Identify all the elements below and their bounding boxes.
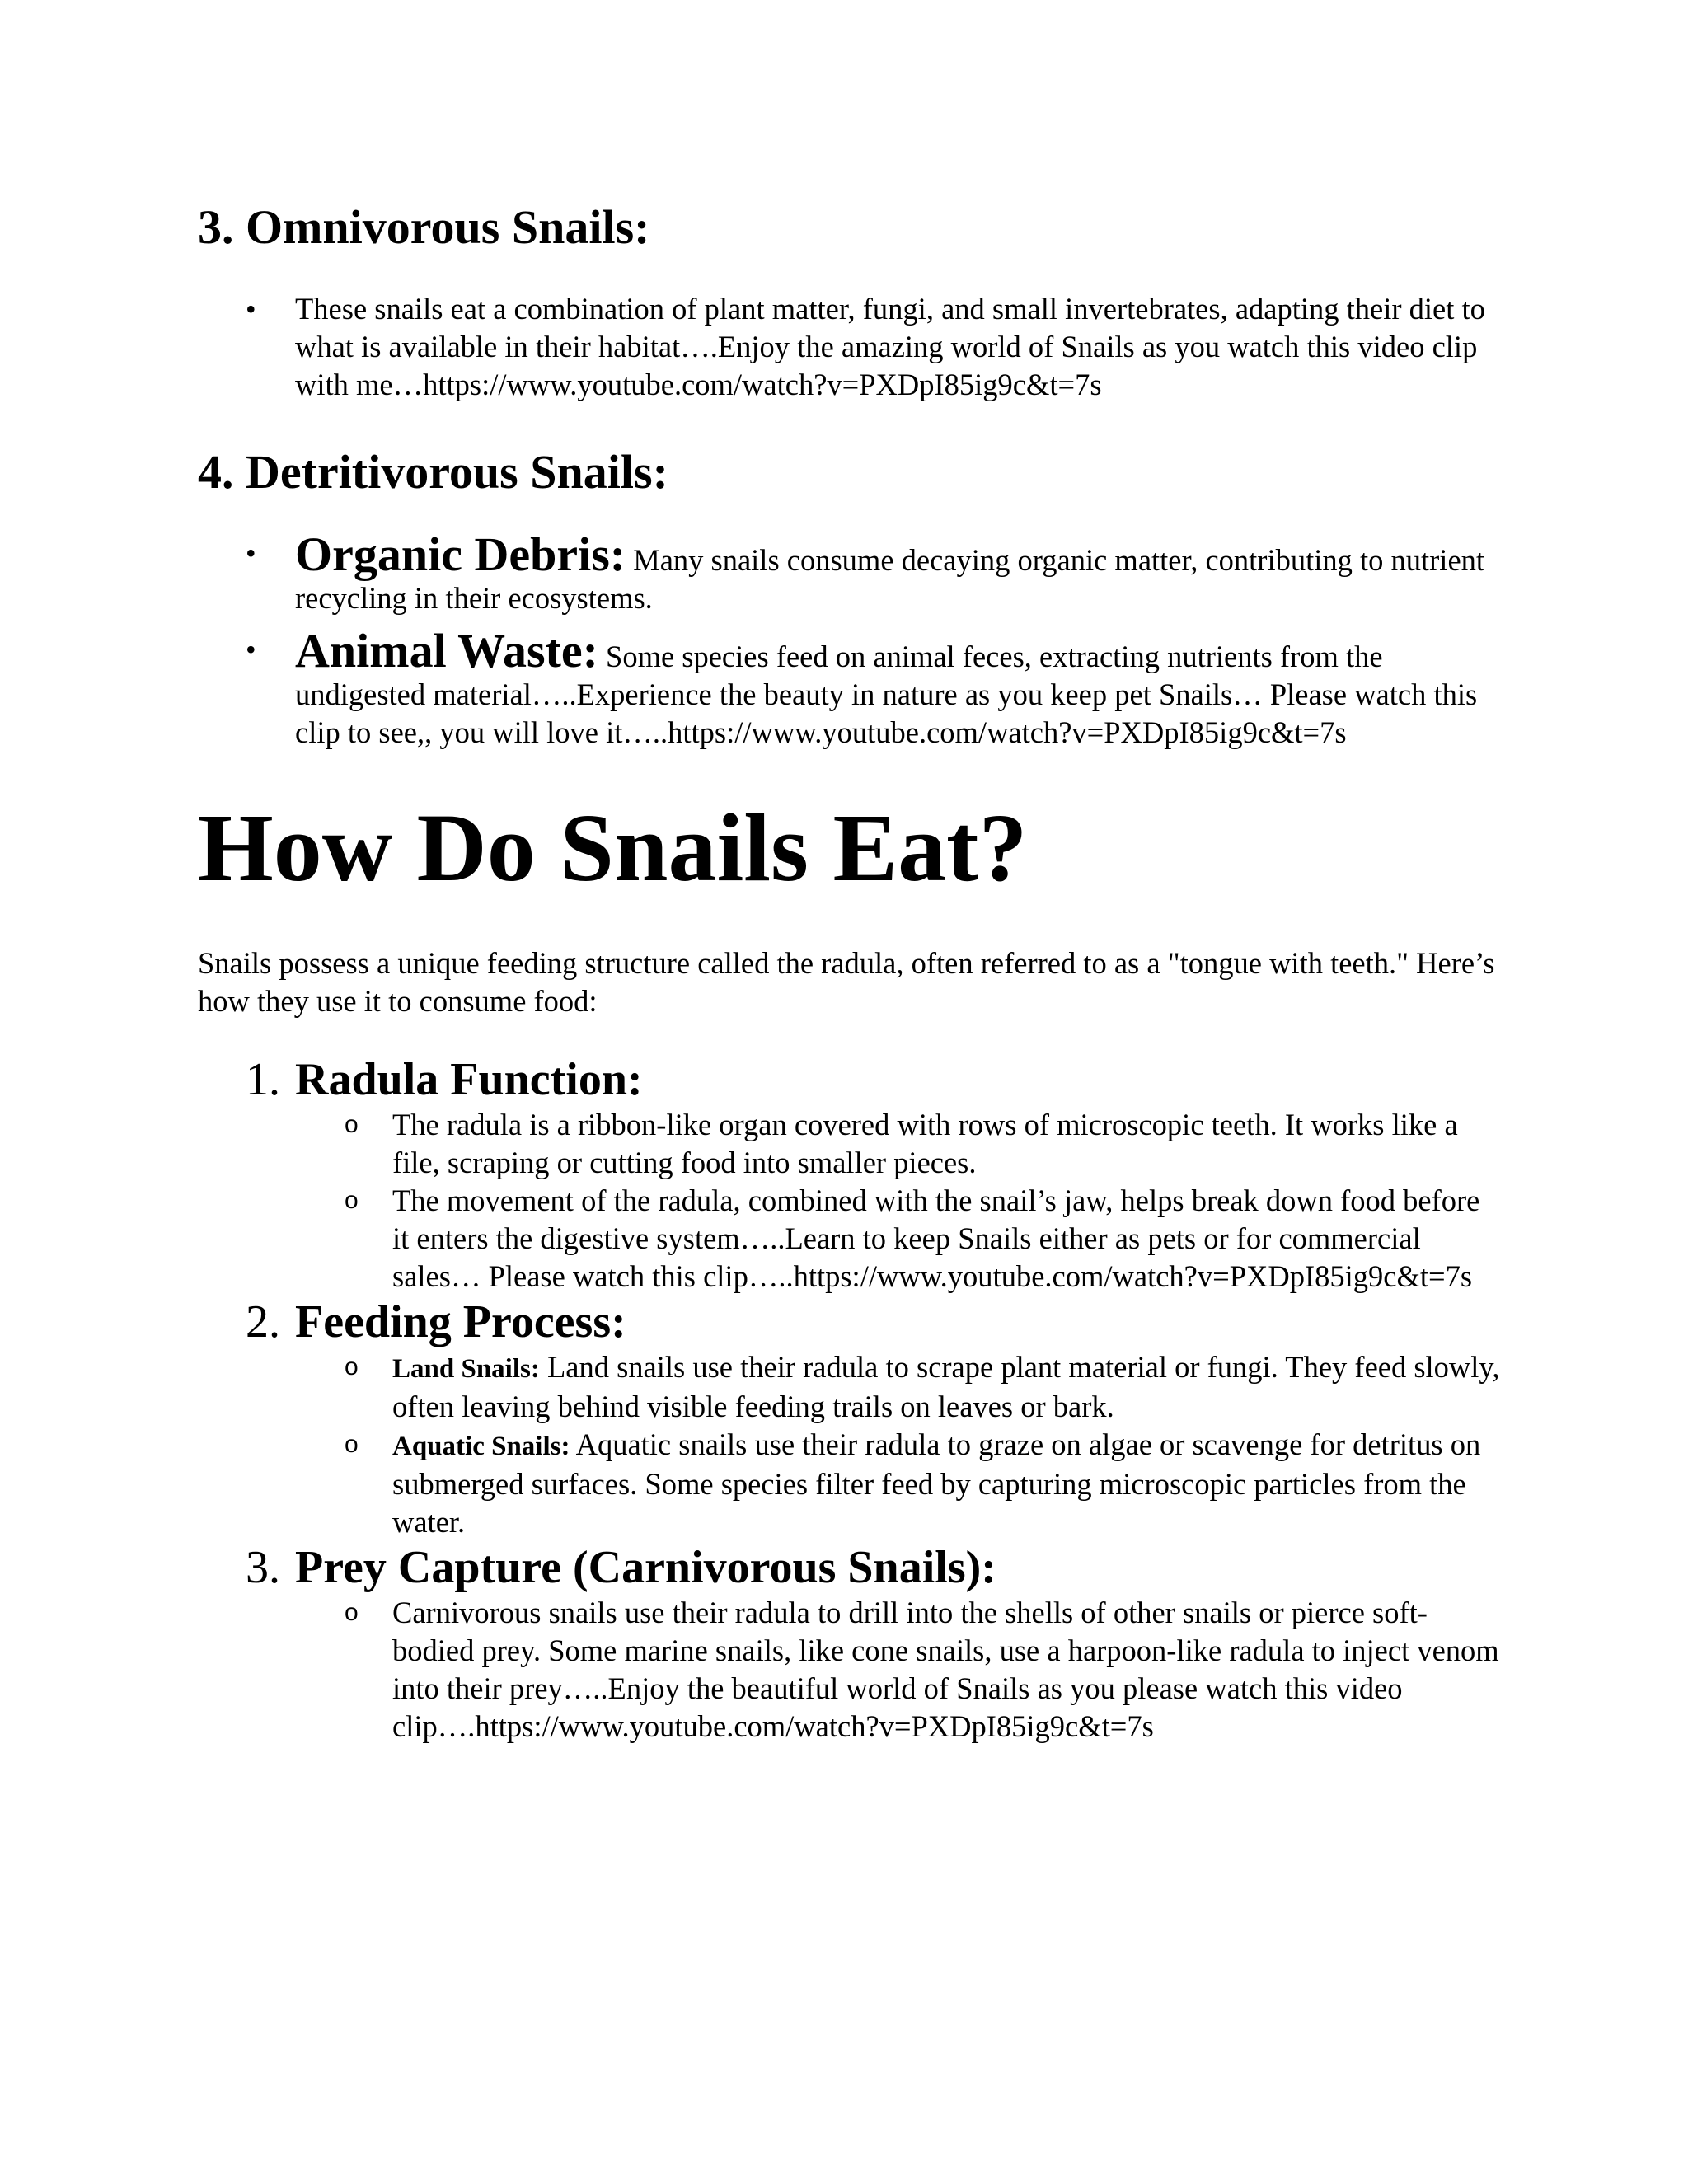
sub-label: Land Snails:: [392, 1354, 540, 1385]
section-heading-detritivorous: 4. Detritivorous Snails:: [198, 444, 668, 499]
bullet-text: These snails eat a combination of plant matter, fungi, and small invertebrates, adapting their diet to what is available in their habitat….Enjoy the amazing world of Snails as you watch this video clip with me…https://www.youtube.com/watch?v=PXDpI85ig9c&t=7s: [295, 291, 1485, 401]
document-page: [198, 157, 1500, 1746]
circle-bullet-icon: o: [345, 1111, 359, 1139]
circle-bullet-icon: o: [345, 1187, 359, 1215]
step-heading: [246, 1296, 1500, 1348]
step-heading: [246, 1541, 1500, 1594]
step-sublist: [295, 1348, 1500, 1541]
step-number: 2.: [246, 1296, 280, 1348]
bullet-icon: •: [246, 292, 256, 326]
intro-paragraph: Snails possess a unique feeding structure called the radula, often referred to as a "tongue with teeth." Here’s how they use it to consume food:: [198, 946, 1495, 1019]
step-title: Prey Capture (Carnivorous Snails):: [295, 1542, 996, 1594]
step-item-prey: [198, 1541, 1500, 1746]
sub-text: The movement of the radula, combined with the snail’s jaw, helps break down food before it enters the digestive system…..Learn to keep Snails either as pets or for commercial sales… Please watch this clip…..https://www.youtube.com/watch?v=PXDpI85ig9c&t=7s: [392, 1183, 1480, 1294]
step-number: 3.: [246, 1542, 280, 1594]
list-item: [198, 290, 1500, 404]
list-item: [295, 1106, 1500, 1182]
list-item: [295, 1182, 1500, 1296]
step-number: 1.: [246, 1054, 280, 1106]
bullet-text: Many snails consume decaying organic matter, contributing to nutrient recycling in their ecosystems.: [295, 543, 1485, 616]
bullet-icon: •: [246, 537, 256, 570]
circle-bullet-icon: o: [345, 1353, 359, 1381]
detritivorous-list: [198, 527, 1500, 752]
sub-label: Aquatic Snails:: [392, 1432, 570, 1462]
sub-text: Carnivorous snails use their radula to drill into the shells of other snails or pierce soft-bodied prey. Some marine snails, like cone snails, use a harpoon-like radula to inject venom into their prey…..Enjoy the beautiful world of Snails as you please watch this video clip….https://www.youtube.com/watch?v=PXDpI85ig9c&t=7s: [392, 1596, 1499, 1744]
omnivorous-list: [198, 290, 1500, 404]
section-heading-omnivorous: 3. Omnivorous Snails:: [198, 200, 650, 254]
sub-text: Aquatic snails use their radula to graze on algae or scavenge for detritus on submerged surfaces. Some species filter feed by capturing microscopic particles from the water.: [392, 1427, 1481, 1540]
step-item-radula: [198, 1053, 1500, 1296]
step-item-feeding: [198, 1296, 1500, 1541]
bullet-text: Some species feed on animal feces, extracting nutrients from the undigested material…..Experience the beauty in nature as you keep pet Snails… Please watch this clip to see,, you will love it…..https://www.youtube.com/watch?v=PXDpI85ig9c&t=7s: [295, 640, 1478, 750]
step-heading: [246, 1053, 1500, 1106]
list-item: [295, 1594, 1500, 1746]
sub-text: The radula is a ribbon-like organ covered with rows of microscopic teeth. It works like a file, scraping or cutting food into smaller pieces.: [392, 1108, 1458, 1180]
step-title: Radula Function:: [295, 1054, 643, 1106]
bullet-label: Animal Waste:: [295, 624, 598, 678]
list-item: [198, 624, 1500, 752]
circle-bullet-icon: o: [345, 1599, 359, 1627]
step-sublist: [295, 1106, 1500, 1296]
list-item: [198, 527, 1500, 617]
sub-text: Land snails use their radula to scrape plant material or fungi. They feed slowly, often leaving behind visible feeding trails on leaves or bark.: [392, 1350, 1500, 1424]
list-item: [295, 1348, 1500, 1426]
circle-bullet-icon: o: [345, 1431, 359, 1459]
step-sublist: [295, 1594, 1500, 1746]
bullet-icon: •: [246, 633, 256, 667]
feeding-steps-list: [198, 1053, 1500, 1746]
step-title: Feeding Process:: [295, 1296, 626, 1348]
bullet-label: Organic Debris:: [295, 527, 626, 582]
main-heading: How Do Snails Eat?: [198, 794, 1028, 902]
list-item: [295, 1426, 1500, 1541]
